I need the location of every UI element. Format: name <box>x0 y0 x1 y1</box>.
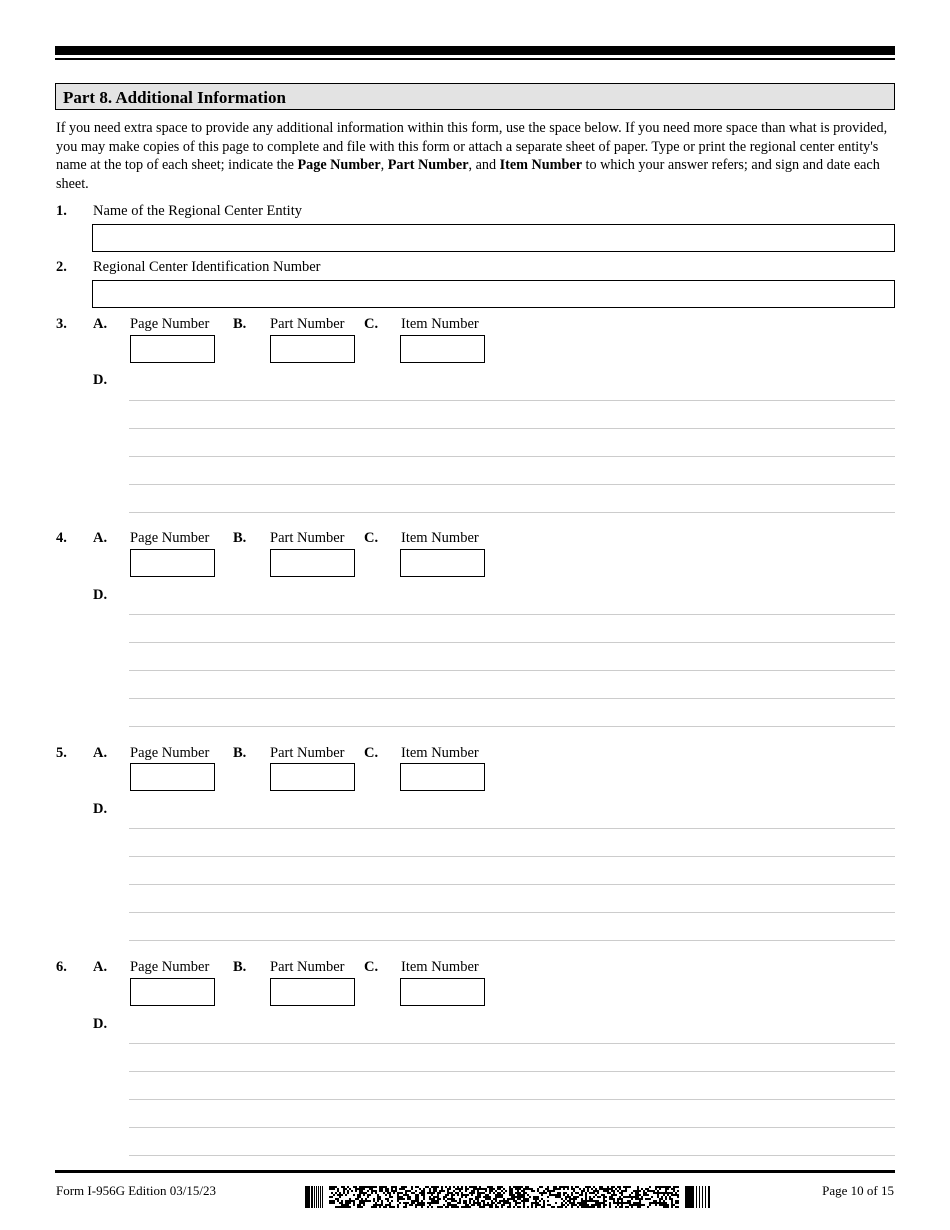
answer-line[interactable] <box>129 1099 895 1100</box>
answer-line[interactable] <box>129 940 895 941</box>
item-b-letter: B. <box>233 745 247 761</box>
item-number: 5. <box>56 745 67 761</box>
answer-line[interactable] <box>129 400 895 401</box>
additional-info-item <box>0 316 950 516</box>
intro-text: If you need extra space to provide any additional information within this form, use the space below. If you need more space than what is provided, you may make copies of this page to complete and file with this form or attach a separate sheet of paper. Type or print the regional center entity's name at the top of each sheet; indicate the <box>56 120 888 174</box>
part-number-input[interactable] <box>270 978 355 1006</box>
intro-sep-1: , <box>380 157 388 174</box>
item-d-letter: D. <box>93 801 108 817</box>
item-c-letter: C. <box>364 959 379 975</box>
item-number-label: Item Number <box>401 959 479 975</box>
part-number-label: Part Number <box>270 959 345 975</box>
answer-line[interactable] <box>129 1127 895 1128</box>
answer-line[interactable] <box>129 726 895 727</box>
intro-paragraph <box>56 119 896 193</box>
page-number-label: Page Number <box>130 745 210 761</box>
additional-info-item <box>0 530 950 730</box>
part-header: Part 8. Additional Information <box>55 83 895 110</box>
answer-line[interactable] <box>129 484 895 485</box>
page-number-input[interactable] <box>130 549 215 577</box>
item-number-label: Item Number <box>401 745 479 761</box>
q2-number: 2. <box>56 259 67 275</box>
item-number-label: Item Number <box>401 530 479 546</box>
part-number-label: Part Number <box>270 316 345 332</box>
item-c-letter: C. <box>364 530 379 546</box>
intro-bold-item-number: Item Number <box>499 157 582 174</box>
item-number-input[interactable] <box>400 978 485 1006</box>
page-number-input[interactable] <box>130 978 215 1006</box>
page-number-label: Page Number <box>130 959 210 975</box>
part-number-label: Part Number <box>270 530 345 546</box>
item-number-input[interactable] <box>400 549 485 577</box>
q1-number: 1. <box>56 203 67 219</box>
part-number-input[interactable] <box>270 763 355 791</box>
item-d-letter: D. <box>93 587 108 603</box>
item-number-label: Item Number <box>401 316 479 332</box>
item-b-letter: B. <box>233 316 247 332</box>
item-a-letter: A. <box>93 959 108 975</box>
answer-line[interactable] <box>129 428 895 429</box>
item-a-letter: A. <box>93 530 108 546</box>
intro-bold-page-number: Page Number <box>297 157 381 174</box>
part-number-input[interactable] <box>270 335 355 363</box>
item-a-letter: A. <box>93 316 108 332</box>
regional-center-name-input[interactable] <box>92 224 895 252</box>
regional-center-id-input[interactable] <box>92 280 895 308</box>
top-thick-rule <box>55 46 895 55</box>
additional-info-item <box>0 959 950 1159</box>
item-d-letter: D. <box>93 372 108 388</box>
barcode-image <box>305 1186 711 1208</box>
top-thin-rule <box>55 58 895 60</box>
page-number-label: Page Number <box>130 530 210 546</box>
item-a-letter: A. <box>93 745 108 761</box>
answer-line[interactable] <box>129 828 895 829</box>
q2-label: Regional Center Identification Number <box>93 259 321 275</box>
additional-info-item <box>0 745 950 945</box>
answer-line[interactable] <box>129 456 895 457</box>
answer-line[interactable] <box>129 856 895 857</box>
form-edition: Form I-956G Edition 03/15/23 <box>56 1183 216 1198</box>
item-c-letter: C. <box>364 316 379 332</box>
part-number-input[interactable] <box>270 549 355 577</box>
answer-line[interactable] <box>129 642 895 643</box>
item-number: 4. <box>56 530 67 546</box>
answer-line[interactable] <box>129 884 895 885</box>
answer-line[interactable] <box>129 912 895 913</box>
part-number-label: Part Number <box>270 745 345 761</box>
item-number: 3. <box>56 316 67 332</box>
q1-label: Name of the Regional Center Entity <box>93 203 302 219</box>
intro-bold-part-number: Part Number <box>387 157 469 174</box>
page-number-label: Page Number <box>130 316 210 332</box>
item-number-input[interactable] <box>400 763 485 791</box>
item-d-letter: D. <box>93 1016 108 1032</box>
footer-rule <box>55 1170 895 1173</box>
item-c-letter: C. <box>364 745 379 761</box>
answer-line[interactable] <box>129 670 895 671</box>
answer-line[interactable] <box>129 698 895 699</box>
item-number-input[interactable] <box>400 335 485 363</box>
item-b-letter: B. <box>233 959 247 975</box>
item-number: 6. <box>56 959 67 975</box>
answer-line[interactable] <box>129 1043 895 1044</box>
answer-line[interactable] <box>129 614 895 615</box>
intro-sep-2: , and <box>468 157 500 174</box>
item-b-letter: B. <box>233 530 247 546</box>
answer-line[interactable] <box>129 1071 895 1072</box>
answer-line[interactable] <box>129 1155 895 1156</box>
answer-line[interactable] <box>129 512 895 513</box>
page-number-input[interactable] <box>130 763 215 791</box>
page-number-input[interactable] <box>130 335 215 363</box>
page-indicator: Page 10 of 15 <box>822 1183 894 1198</box>
intro-text-end: to which your answer refers; and sign and date each sheet. <box>56 157 880 192</box>
